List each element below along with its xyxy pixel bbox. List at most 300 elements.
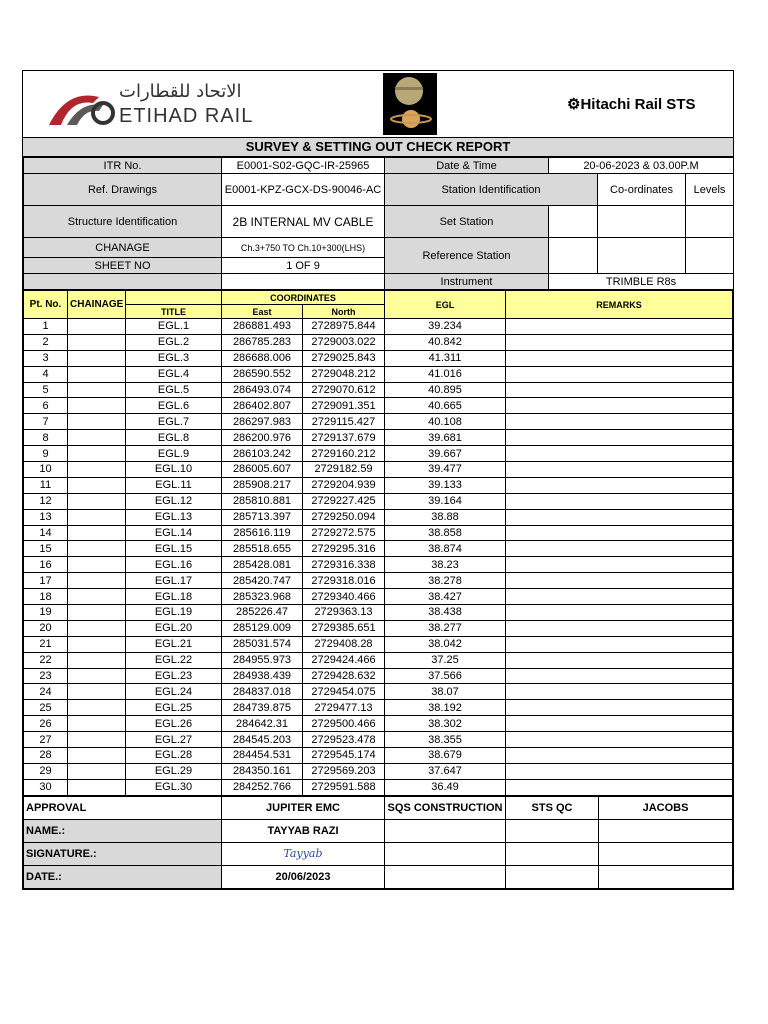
cell-remarks [506, 779, 733, 795]
col-remarks: REMARKS [506, 291, 733, 319]
cell-remarks [506, 446, 733, 462]
cell-north: 2729340.466 [303, 589, 385, 605]
table-row [24, 652, 733, 668]
cell-chainage [68, 398, 126, 414]
cell-remarks [506, 366, 733, 382]
cell-egl: 38.438 [385, 605, 506, 621]
instrument-label: Instrument [385, 274, 549, 290]
cell-east: 284642.31 [222, 716, 303, 732]
cell-title: EGL.16 [126, 557, 222, 573]
table-row [24, 398, 733, 414]
table-row [24, 493, 733, 509]
cell-egl: 40.665 [385, 398, 506, 414]
cell-chainage [68, 446, 126, 462]
station-id-label: Station Identification [385, 174, 598, 206]
table-row [24, 446, 733, 462]
cell-egl: 41.016 [385, 366, 506, 382]
cell-remarks [506, 350, 733, 366]
cell-chainage [68, 557, 126, 573]
cell-remarks [506, 589, 733, 605]
cell-east: 285908.217 [222, 477, 303, 493]
cell-pt: 15 [24, 541, 68, 557]
blank-value [222, 274, 385, 290]
cell-remarks [506, 748, 733, 764]
cell-pt: 28 [24, 748, 68, 764]
cell-title: EGL.30 [126, 779, 222, 795]
cell-remarks [506, 319, 733, 335]
cell-remarks [506, 462, 733, 478]
jacobs-header: JACOBS [599, 796, 733, 819]
cell-chainage [68, 763, 126, 779]
approval-table [23, 796, 733, 889]
cell-title: EGL.2 [126, 334, 222, 350]
name-value: TAYYAB RAZI [222, 819, 385, 842]
col-pt: Pt. No. [24, 291, 68, 319]
cell-egl: 38.302 [385, 716, 506, 732]
sig-jacobs [599, 842, 733, 865]
cell-egl: 39.681 [385, 430, 506, 446]
cell-north: 2729316.338 [303, 557, 385, 573]
cell-title: EGL.23 [126, 668, 222, 684]
cell-remarks [506, 414, 733, 430]
cell-remarks [506, 716, 733, 732]
cell-north: 2729003.022 [303, 334, 385, 350]
cell-title: EGL.1 [126, 319, 222, 335]
cell-egl: 38.07 [385, 684, 506, 700]
cell-egl: 40.842 [385, 334, 506, 350]
sig-sts [506, 842, 599, 865]
cell-north: 2729204.939 [303, 477, 385, 493]
cell-remarks [506, 763, 733, 779]
table-row [24, 509, 733, 525]
cell-pt: 29 [24, 763, 68, 779]
cell-egl: 38.858 [385, 525, 506, 541]
col-blank [126, 291, 222, 305]
table-row [24, 732, 733, 748]
logo-arabic: الاتحاد للقطارات [119, 81, 242, 102]
date-label: DATE.: [24, 865, 222, 888]
cell-remarks [506, 430, 733, 446]
cell-north: 2729160.212 [303, 446, 385, 462]
sig-sqs [385, 842, 506, 865]
cell-pt: 4 [24, 366, 68, 382]
cell-chainage [68, 493, 126, 509]
table-row [24, 716, 733, 732]
cell-title: EGL.14 [126, 525, 222, 541]
cell-east: 286688.006 [222, 350, 303, 366]
date-jacobs [599, 865, 733, 888]
cell-chainage [68, 779, 126, 795]
cell-egl: 37.566 [385, 668, 506, 684]
cell-egl: 39.133 [385, 477, 506, 493]
planets-image [383, 73, 437, 135]
name-jacobs [599, 819, 733, 842]
cell-north: 2729500.466 [303, 716, 385, 732]
cell-chainage [68, 462, 126, 478]
approval-label: APPROVAL [24, 796, 222, 819]
table-row [24, 668, 733, 684]
cell-chainage [68, 605, 126, 621]
chainage-value: Ch.3+750 TO Ch.10+300(LHS) [222, 238, 385, 258]
hitachi-logo: ⚙Hitachi Rail STS [567, 96, 696, 113]
cell-remarks [506, 573, 733, 589]
cell-egl: 38.427 [385, 589, 506, 605]
table-row [24, 620, 733, 636]
col-north: North [303, 305, 385, 319]
cell-north: 2729272.575 [303, 525, 385, 541]
set-station-label: Set Station [385, 206, 549, 238]
table-row [24, 477, 733, 493]
cell-east: 286402.807 [222, 398, 303, 414]
cell-east: 286785.283 [222, 334, 303, 350]
cell-pt: 17 [24, 573, 68, 589]
cell-chainage [68, 748, 126, 764]
cell-north: 2729182.59 [303, 462, 385, 478]
cell-egl: 39.234 [385, 319, 506, 335]
cell-pt: 7 [24, 414, 68, 430]
cell-chainage [68, 334, 126, 350]
cell-chainage [68, 652, 126, 668]
cell-east: 284837.018 [222, 684, 303, 700]
cell-east: 284350.161 [222, 763, 303, 779]
cell-north: 2729091.351 [303, 398, 385, 414]
cell-north: 2729428.632 [303, 668, 385, 684]
cell-chainage [68, 620, 126, 636]
chainage-label: CHANAGE [24, 238, 222, 258]
cell-north: 2729591.588 [303, 779, 385, 795]
signature: Tayyab [222, 842, 385, 865]
cell-north: 2729318.016 [303, 573, 385, 589]
cell-title: EGL.29 [126, 763, 222, 779]
cell-chainage [68, 700, 126, 716]
cell-east: 286881.493 [222, 319, 303, 335]
cell-east: 286200.976 [222, 430, 303, 446]
cell-title: EGL.13 [126, 509, 222, 525]
cell-chainage [68, 509, 126, 525]
cell-chainage [68, 636, 126, 652]
cell-north: 2728975.844 [303, 319, 385, 335]
table-row [24, 462, 733, 478]
cell-east: 284454.531 [222, 748, 303, 764]
cell-title: EGL.28 [126, 748, 222, 764]
table-row [24, 779, 733, 795]
cell-title: EGL.6 [126, 398, 222, 414]
table-row [24, 366, 733, 382]
cell-title: EGL.9 [126, 446, 222, 462]
cell-chainage [68, 350, 126, 366]
cell-east: 285420.747 [222, 573, 303, 589]
cell-east: 284739.875 [222, 700, 303, 716]
cell-north: 2729363.13 [303, 605, 385, 621]
cell-title: EGL.22 [126, 652, 222, 668]
table-row [24, 525, 733, 541]
cell-chainage [68, 716, 126, 732]
cell-east: 285810.881 [222, 493, 303, 509]
sheet-label: SHEET NO [24, 258, 222, 274]
cell-pt: 14 [24, 525, 68, 541]
cell-remarks [506, 684, 733, 700]
cell-title: EGL.3 [126, 350, 222, 366]
sheet-value: 1 OF 9 [222, 258, 385, 274]
cell-pt: 3 [24, 350, 68, 366]
cell-remarks [506, 525, 733, 541]
cell-east: 285323.968 [222, 589, 303, 605]
cell-east: 284545.203 [222, 732, 303, 748]
cell-remarks [506, 334, 733, 350]
cell-title: EGL.18 [126, 589, 222, 605]
cell-remarks [506, 636, 733, 652]
cell-chainage [68, 414, 126, 430]
cell-pt: 12 [24, 493, 68, 509]
cell-north: 2729048.212 [303, 366, 385, 382]
cell-title: EGL.21 [126, 636, 222, 652]
cell-north: 2729295.316 [303, 541, 385, 557]
cell-remarks [506, 493, 733, 509]
cell-pt: 16 [24, 557, 68, 573]
cell-title: EGL.19 [126, 605, 222, 621]
cell-north: 2729025.843 [303, 350, 385, 366]
cell-pt: 2 [24, 334, 68, 350]
cell-remarks [506, 652, 733, 668]
cell-remarks [506, 557, 733, 573]
cell-title: EGL.15 [126, 541, 222, 557]
col-coordinates: COORDINATES [222, 291, 385, 305]
cell-north: 2729569.203 [303, 763, 385, 779]
signature-label: SIGNATURE.: [24, 842, 222, 865]
cell-east: 284252.766 [222, 779, 303, 795]
cell-egl: 36.49 [385, 779, 506, 795]
cell-north: 2729454.075 [303, 684, 385, 700]
cell-pt: 6 [24, 398, 68, 414]
table-row [24, 334, 733, 350]
cell-chainage [68, 430, 126, 446]
reference-station-label: Reference Station [385, 238, 549, 274]
blank-label [24, 274, 222, 290]
cell-remarks [506, 732, 733, 748]
cell-chainage [68, 366, 126, 382]
cell-pt: 11 [24, 477, 68, 493]
cell-east: 284938.439 [222, 668, 303, 684]
ref-value: E0001-KPZ-GCX-DS-90046-AC [222, 174, 385, 206]
cell-pt: 30 [24, 779, 68, 795]
cell-east: 285428.081 [222, 557, 303, 573]
set-station-levels [686, 206, 734, 238]
cell-title: EGL.17 [126, 573, 222, 589]
cell-east: 285031.574 [222, 636, 303, 652]
table-row [24, 573, 733, 589]
cell-chainage [68, 382, 126, 398]
sqs-header: SQS CONSTRUCTION [385, 796, 506, 819]
itr-value: E0001-S02-GQC-IR-25965 [222, 158, 385, 174]
cell-remarks [506, 382, 733, 398]
cell-north: 2729408.28 [303, 636, 385, 652]
cell-north: 2729250.094 [303, 509, 385, 525]
cell-east: 285616.119 [222, 525, 303, 541]
cell-chainage [68, 319, 126, 335]
cell-chainage [68, 668, 126, 684]
cell-remarks [506, 700, 733, 716]
cell-pt: 8 [24, 430, 68, 446]
cell-title: EGL.10 [126, 462, 222, 478]
cell-chainage [68, 589, 126, 605]
info-table [23, 157, 734, 290]
date-sts [506, 865, 599, 888]
coordinates-label: Co-ordinates [598, 174, 686, 206]
cell-egl: 38.23 [385, 557, 506, 573]
structure-label: Structure Identification [24, 206, 222, 238]
cell-pt: 23 [24, 668, 68, 684]
cell-north: 2729137.679 [303, 430, 385, 446]
cell-egl: 38.874 [385, 541, 506, 557]
cell-pt: 18 [24, 589, 68, 605]
levels-label: Levels [686, 174, 734, 206]
table-row [24, 589, 733, 605]
cell-title: EGL.24 [126, 684, 222, 700]
cell-egl: 38.355 [385, 732, 506, 748]
table-row [24, 541, 733, 557]
cell-pt: 26 [24, 716, 68, 732]
cell-title: EGL.20 [126, 620, 222, 636]
cell-pt: 5 [24, 382, 68, 398]
table-row [24, 636, 733, 652]
reference-station-value [549, 238, 598, 274]
cell-east: 286590.552 [222, 366, 303, 382]
itr-label: ITR No. [24, 158, 222, 174]
cell-east: 285129.009 [222, 620, 303, 636]
cell-egl: 41.311 [385, 350, 506, 366]
cell-remarks [506, 620, 733, 636]
cell-chainage [68, 573, 126, 589]
reference-station-levels [686, 238, 734, 274]
cell-chainage [68, 525, 126, 541]
cell-pt: 21 [24, 636, 68, 652]
report-sheet [22, 70, 734, 890]
cell-title: EGL.5 [126, 382, 222, 398]
set-station-value [549, 206, 598, 238]
cell-east: 285518.655 [222, 541, 303, 557]
cell-egl: 38.679 [385, 748, 506, 764]
cell-pt: 10 [24, 462, 68, 478]
cell-pt: 25 [24, 700, 68, 716]
table-row [24, 382, 733, 398]
cell-north: 2729477.13 [303, 700, 385, 716]
cell-north: 2729545.174 [303, 748, 385, 764]
report-header [23, 71, 733, 138]
structure-value: 2B INTERNAL MV CABLE [222, 206, 385, 238]
cell-egl: 39.164 [385, 493, 506, 509]
jupiter-header: JUPITER EMC [222, 796, 385, 819]
cell-pt: 13 [24, 509, 68, 525]
cell-north: 2729227.425 [303, 493, 385, 509]
cell-egl: 37.25 [385, 652, 506, 668]
date-sqs [385, 865, 506, 888]
cell-title: EGL.8 [126, 430, 222, 446]
cell-title: EGL.11 [126, 477, 222, 493]
cell-north: 2729115.427 [303, 414, 385, 430]
cell-title: EGL.25 [126, 700, 222, 716]
table-row [24, 350, 733, 366]
cell-remarks [506, 668, 733, 684]
cell-north: 2729523.478 [303, 732, 385, 748]
cell-pt: 27 [24, 732, 68, 748]
cell-egl: 39.477 [385, 462, 506, 478]
table-row [24, 430, 733, 446]
cell-east: 286103.242 [222, 446, 303, 462]
cell-egl: 38.277 [385, 620, 506, 636]
cell-north: 2729070.612 [303, 382, 385, 398]
cell-egl: 38.88 [385, 509, 506, 525]
table-row [24, 414, 733, 430]
cell-title: EGL.7 [126, 414, 222, 430]
cell-title: EGL.12 [126, 493, 222, 509]
table-row [24, 748, 733, 764]
cell-egl: 37.647 [385, 763, 506, 779]
cell-east: 285713.397 [222, 509, 303, 525]
table-row [24, 557, 733, 573]
cell-remarks [506, 509, 733, 525]
cell-egl: 40.108 [385, 414, 506, 430]
table-row [24, 319, 733, 335]
cell-east: 285226.47 [222, 605, 303, 621]
cell-chainage [68, 684, 126, 700]
set-station-coords [598, 206, 686, 238]
cell-egl: 38.278 [385, 573, 506, 589]
cell-pt: 22 [24, 652, 68, 668]
cell-east: 284955.973 [222, 652, 303, 668]
cell-remarks [506, 398, 733, 414]
cell-east: 286297.983 [222, 414, 303, 430]
ref-label: Ref. Drawings [24, 174, 222, 206]
cell-pt: 20 [24, 620, 68, 636]
cell-chainage [68, 541, 126, 557]
data-rows [24, 319, 733, 796]
datetime-value: 20-06-2023 & 03.00P.M [549, 158, 734, 174]
col-title: TITLE [126, 305, 222, 319]
table-row [24, 700, 733, 716]
cell-egl: 39.667 [385, 446, 506, 462]
datetime-label: Date & Time [385, 158, 549, 174]
logo-english: ETIHAD RAIL [119, 105, 254, 127]
name-sts [506, 819, 599, 842]
table-row [24, 684, 733, 700]
table-row [24, 763, 733, 779]
cell-pt: 9 [24, 446, 68, 462]
cell-egl: 38.192 [385, 700, 506, 716]
cell-egl: 38.042 [385, 636, 506, 652]
cell-title: EGL.4 [126, 366, 222, 382]
col-east: East [222, 305, 303, 319]
name-label: NAME.: [24, 819, 222, 842]
cell-east: 286493.074 [222, 382, 303, 398]
cell-east: 286005.607 [222, 462, 303, 478]
col-chainage: CHAINAGE [68, 291, 126, 319]
cell-north: 2729385.651 [303, 620, 385, 636]
date-value: 20/06/2023 [222, 865, 385, 888]
cell-chainage [68, 732, 126, 748]
cell-remarks [506, 477, 733, 493]
sts-header: STS QC [506, 796, 599, 819]
name-sqs [385, 819, 506, 842]
cell-title: EGL.27 [126, 732, 222, 748]
cell-title: EGL.26 [126, 716, 222, 732]
cell-pt: 24 [24, 684, 68, 700]
cell-pt: 19 [24, 605, 68, 621]
col-egl: EGL [385, 291, 506, 319]
cell-north: 2729424.466 [303, 652, 385, 668]
data-table [23, 290, 733, 796]
reference-station-coords [598, 238, 686, 274]
cell-pt: 1 [24, 319, 68, 335]
